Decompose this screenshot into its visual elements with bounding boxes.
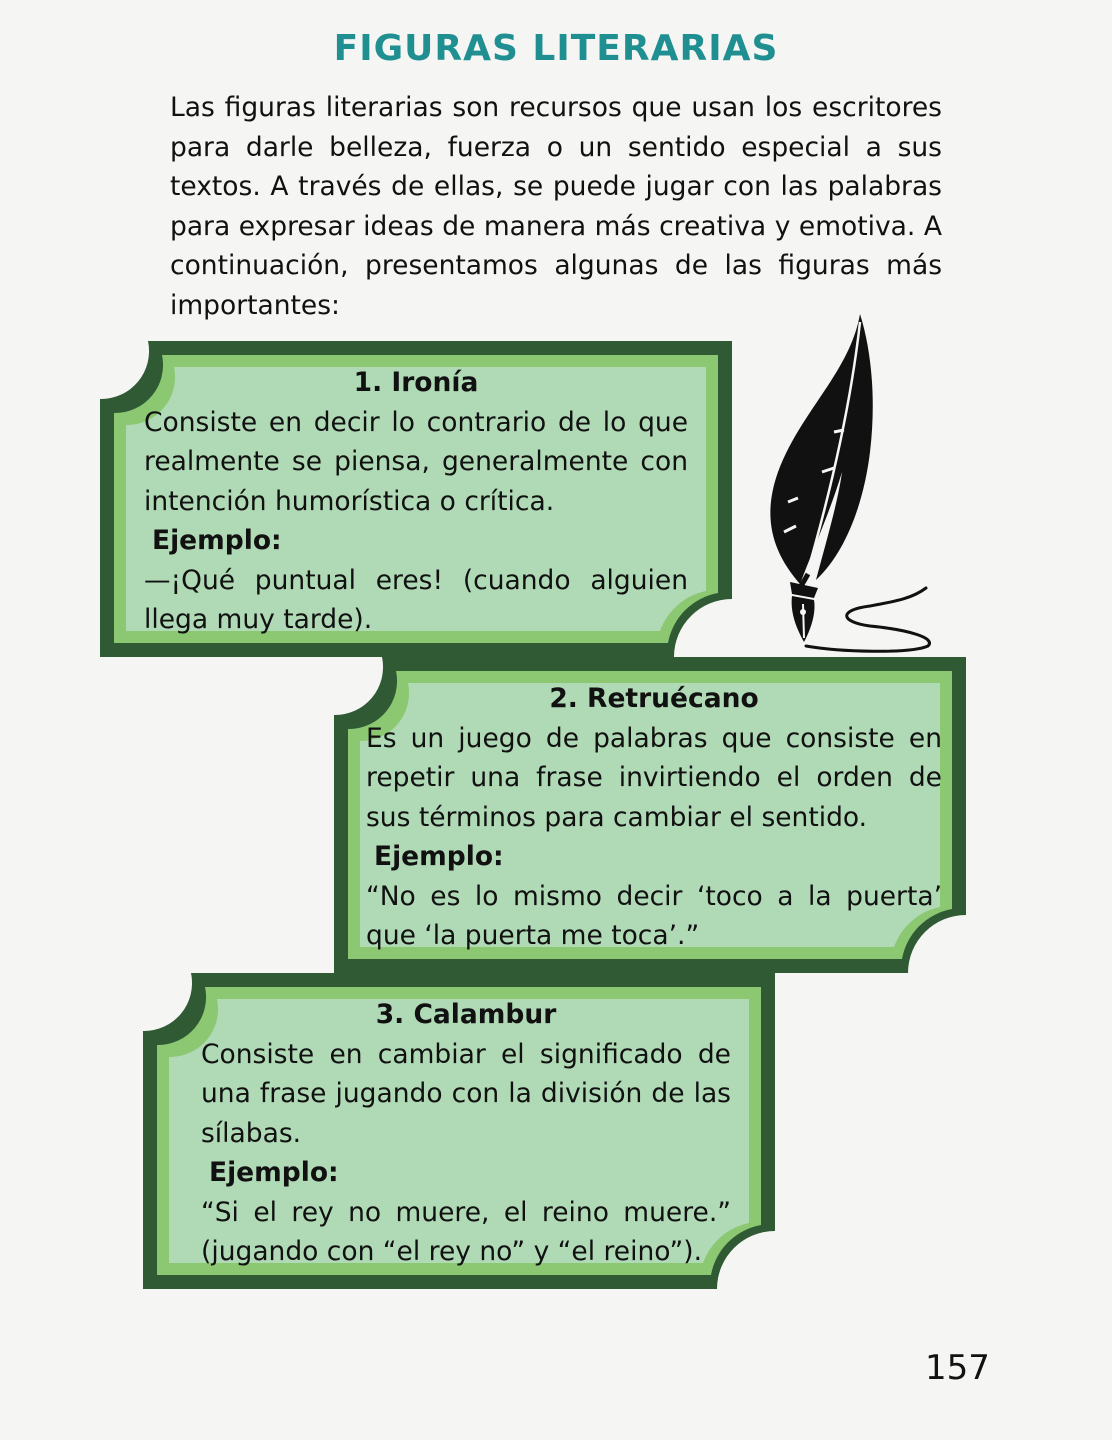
card-example: “No es lo mismo decir ‘toco a la puerta’ que ‘la puerta me toca’.” (366, 880, 942, 951)
example-label: Ejemplo: (152, 525, 282, 556)
card-definition: Es un juego de palabras que consiste en repetir una frase invirtiendo el orden de sus términos para cambiar el sentido. (366, 722, 942, 833)
card-definition: Consiste en decir lo contrario de lo que realmente se piensa, generalmente con intención humorística o crítica. (144, 406, 688, 517)
card-title: 1. Ironía (353, 367, 479, 398)
intro-paragraph: Las figuras literarias son recursos que usan los escritores para darle belleza, fuerza o un sentido especial a sus textos. A través de ellas, se puede jugar con las palabras para expresar ideas de manera más creativa y emotiva. A continuación, presentamos algunas de las figuras más importantes: (170, 92, 942, 321)
page-number: 157 (925, 1348, 990, 1388)
card-example: “Si el rey no muere, el reino muere.” (jugando con “el rey no” y “el reino”). (201, 1196, 731, 1267)
example-label: Ejemplo: (374, 841, 504, 872)
example-label: Ejemplo: (209, 1157, 339, 1188)
quill-pen-icon (760, 312, 940, 657)
page-title: FIGURAS LITERARIAS (333, 28, 779, 69)
card-title: 3. Calambur (375, 999, 557, 1030)
card-definition: Consiste en cambiar el significado de una frase jugando con la división de las sílabas. (201, 1038, 731, 1149)
card-example: —¡Qué puntual eres! (cuando alguien llega muy tarde). (144, 564, 688, 635)
figure-card-retruecano (334, 657, 966, 973)
card-title: 2. Retruécano (549, 683, 759, 714)
figure-card-ironia (100, 341, 732, 657)
figure-card-calambur (143, 973, 775, 1289)
